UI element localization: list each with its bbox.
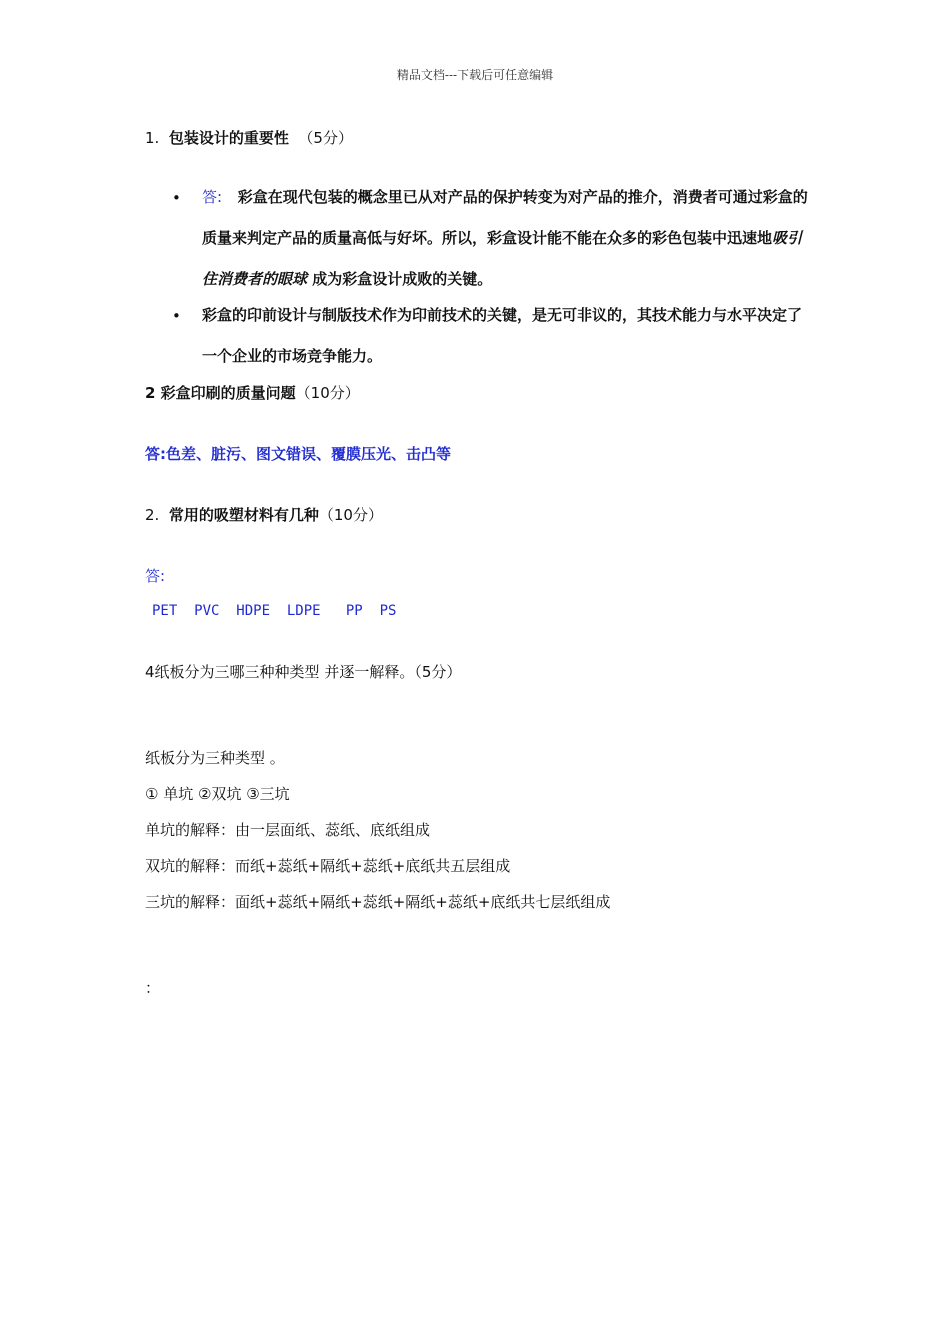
bullet-dot: •	[172, 189, 181, 207]
question-2	[145, 383, 360, 403]
answer-4-line-3: 单坑的解释：由一层面纸、蕊纸、底纸组成	[145, 821, 431, 839]
question-score: （5分）	[298, 129, 353, 147]
answer-emphasis: 吸引住消费者的眼球	[202, 229, 803, 288]
answer-paragraph-1	[202, 177, 812, 300]
question-title: 2 彩盒印刷的质量问题	[145, 384, 296, 402]
answer-label: 答:	[202, 188, 223, 206]
answer-2: 答:色差、脏污、图文错误、覆膜压光、击凸等	[145, 445, 452, 463]
answer-text: 彩盒的印前设计与制版技术作为印前技术的关键，是无可非议的，其技术能力与水平决定了一个企业的市场竞争能力。	[202, 306, 803, 365]
question-3	[145, 505, 383, 525]
question-title: 包装设计的重要性	[168, 129, 289, 147]
question-4: 4纸板分为三哪三种种类型 并逐一解释。（5分）	[145, 663, 462, 681]
page-header: 精品文档---下载后可任意编辑	[396, 68, 554, 82]
question-1	[145, 128, 353, 148]
question-score: （10分）	[318, 506, 383, 524]
answer-paragraph-2	[202, 295, 812, 377]
answer-text: 彩盒在现代包装的概念里已从对产品的保护转变为对产品的推介，消费者可通过彩盒的质量来判定产品的质量高低与好坏。所以，彩盒设计能不能在众多的彩色包装中迅速地	[202, 188, 808, 247]
question-title: 常用的吸塑材料有几种	[168, 506, 319, 524]
question-score: （10分）	[295, 384, 360, 402]
answer-4-line-4: 双坑的解释：而纸+蕊纸+隔纸+蕊纸+底纸共五层组成	[145, 857, 511, 875]
question-number: 2.	[145, 506, 160, 524]
materials-list: PET PVC HDPE LDPE PP PS	[152, 603, 397, 619]
bullet-dot: •	[172, 307, 181, 325]
answer-4-line-5: 三坑的解释：面纸+蕊纸+隔纸+蕊纸+隔纸+蕊纸+底纸共七层纸组成	[145, 893, 611, 911]
answer-4-line-1: 纸板分为三种类型 。	[145, 749, 285, 767]
answer-3-label: 答:	[145, 567, 166, 585]
trailing-colon: ：	[145, 979, 161, 997]
answer-4-line-2: ① 单坑 ②双坑 ③三坑	[145, 785, 290, 803]
answer-text-end: 成为彩盒设计成败的关键。	[307, 270, 493, 288]
question-number: 1.	[145, 129, 160, 147]
